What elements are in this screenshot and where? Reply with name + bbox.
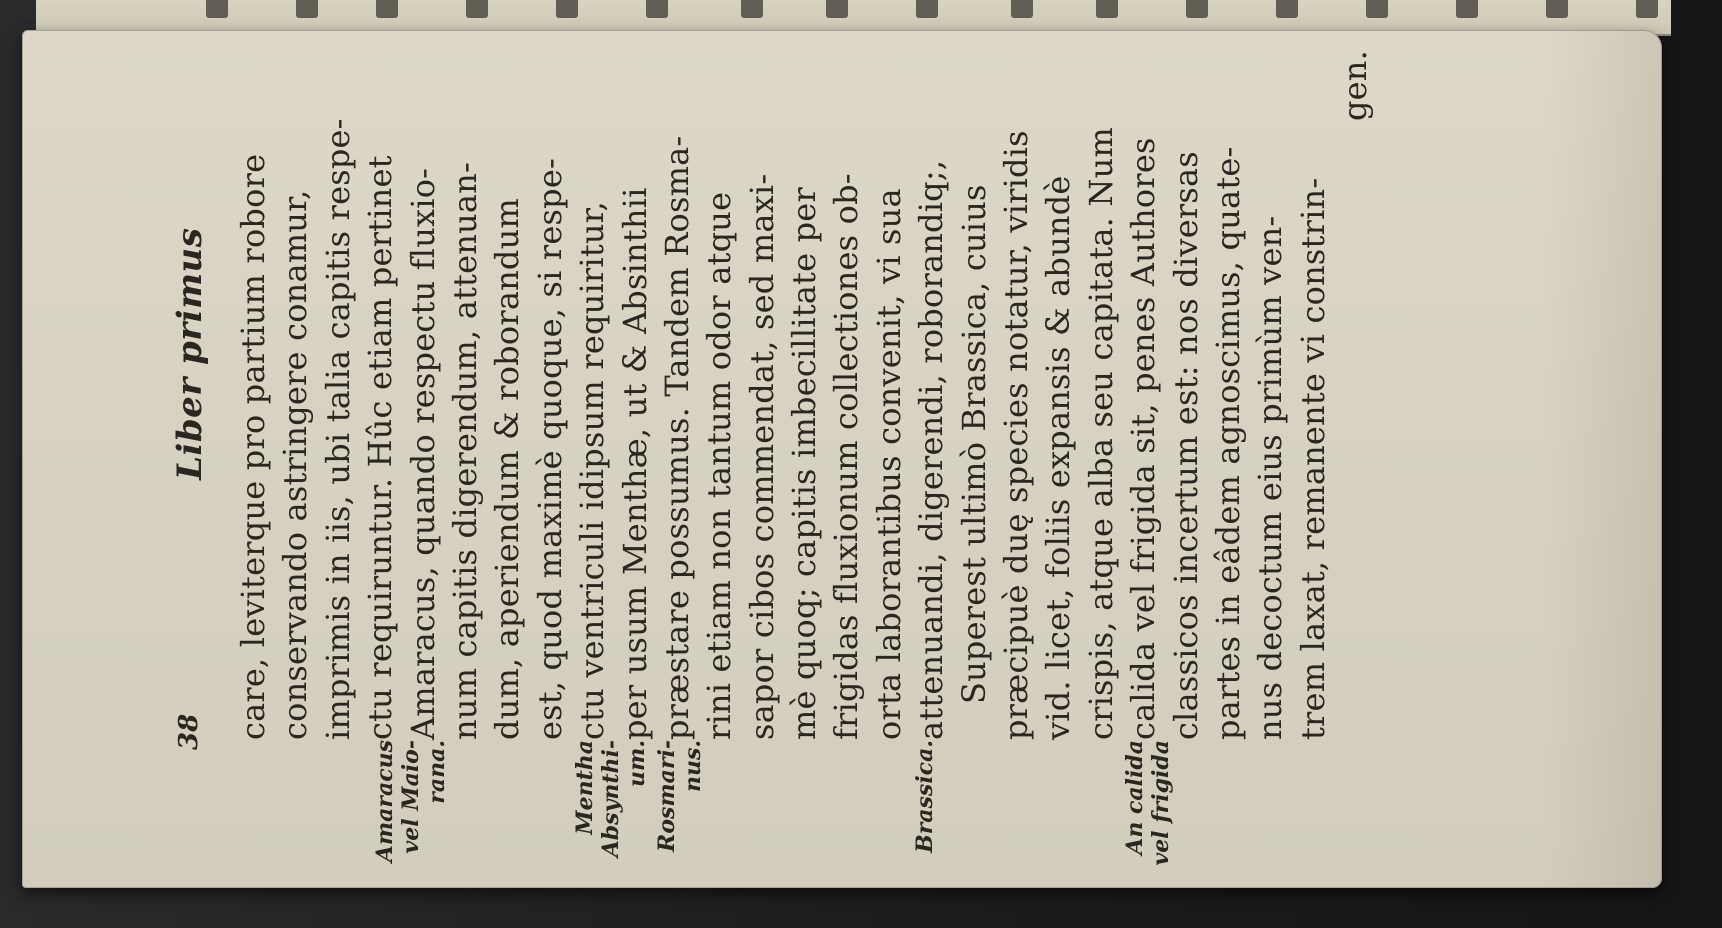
text-line: sapor cibos commendat, sed maxi-	[742, 173, 781, 740]
page-number: 38	[174, 713, 204, 750]
text-line: gen.	[1336, 50, 1375, 122]
text-line: vid. licet, foliis expansis & abundè	[1039, 175, 1078, 740]
text-line: num capitis digerendum, attenuan-	[445, 162, 484, 740]
margin-note-amaracus: Amaracus vel Maio- rana.	[372, 740, 450, 863]
body-text	[232, 50, 1377, 740]
text-line: præcipuè duę species notatur, viridis	[997, 130, 1036, 740]
text-line: dum, aperiendum & roborandum	[488, 198, 527, 740]
margin-note-brassica: Brassica.	[912, 740, 938, 853]
text-line: præstare possumus. Tandem Rosma-	[657, 135, 696, 740]
text-line: ctu requiruntur. Hûc etiam pertinet	[361, 155, 400, 740]
text-line: conservando astringere conamur,	[276, 189, 315, 740]
text-line: crispis, atque alba seu capitata. Num	[1081, 127, 1120, 740]
text-line: partes in eâdem agnoscimus, quate-	[1208, 146, 1247, 740]
text-line: classicos incertum est: nos diversas	[1166, 151, 1205, 740]
text-line: nus decoctum eius primùm ven-	[1251, 215, 1290, 740]
text-line: frigidas fluxionum collectiones ob-	[827, 173, 866, 740]
margin-note-rosmarinus: Rosmari- nus.	[654, 740, 706, 852]
text-line: per usum Menthæ, ut & Absinthii	[615, 187, 654, 740]
text-line: orta laborantibus convenit, vi sua	[869, 188, 908, 740]
rotated-text-block	[170, 50, 1552, 866]
text-line: ctu ventriculi idipsum requiritur,	[573, 200, 612, 740]
text-line: attenuandi, digerendi, roborandiq;,	[912, 159, 951, 740]
text-line: est, quod maximè quoque, si respe-	[530, 158, 569, 740]
text-line: imprimis in iis, ubi talia capitis respe-	[318, 118, 357, 740]
margin-note-an-calida: An calida vel frigida	[1122, 740, 1174, 866]
text-line: calida vel frigida sit, penes Authores	[1124, 137, 1163, 740]
running-head: Liber primus	[170, 227, 210, 480]
page-shadow	[1542, 30, 1662, 888]
text-line: Amaracus, quando respectu fluxio-	[403, 167, 442, 740]
text-line: trem laxat, remanente vi constrin-	[1293, 177, 1332, 740]
text-line: mè quoq; capitis imbecillitate per	[785, 187, 824, 740]
text-line: care, leviterque pro partium robore	[234, 153, 272, 740]
margin-note-mentha: Mentha Absynthi- um.	[572, 740, 650, 858]
book-page	[22, 30, 1662, 888]
page-header	[170, 50, 214, 750]
text-line: Superest ultimò Brassica, cuius	[954, 184, 993, 704]
text-line: rini etiam non tantum odor atque	[700, 191, 739, 740]
